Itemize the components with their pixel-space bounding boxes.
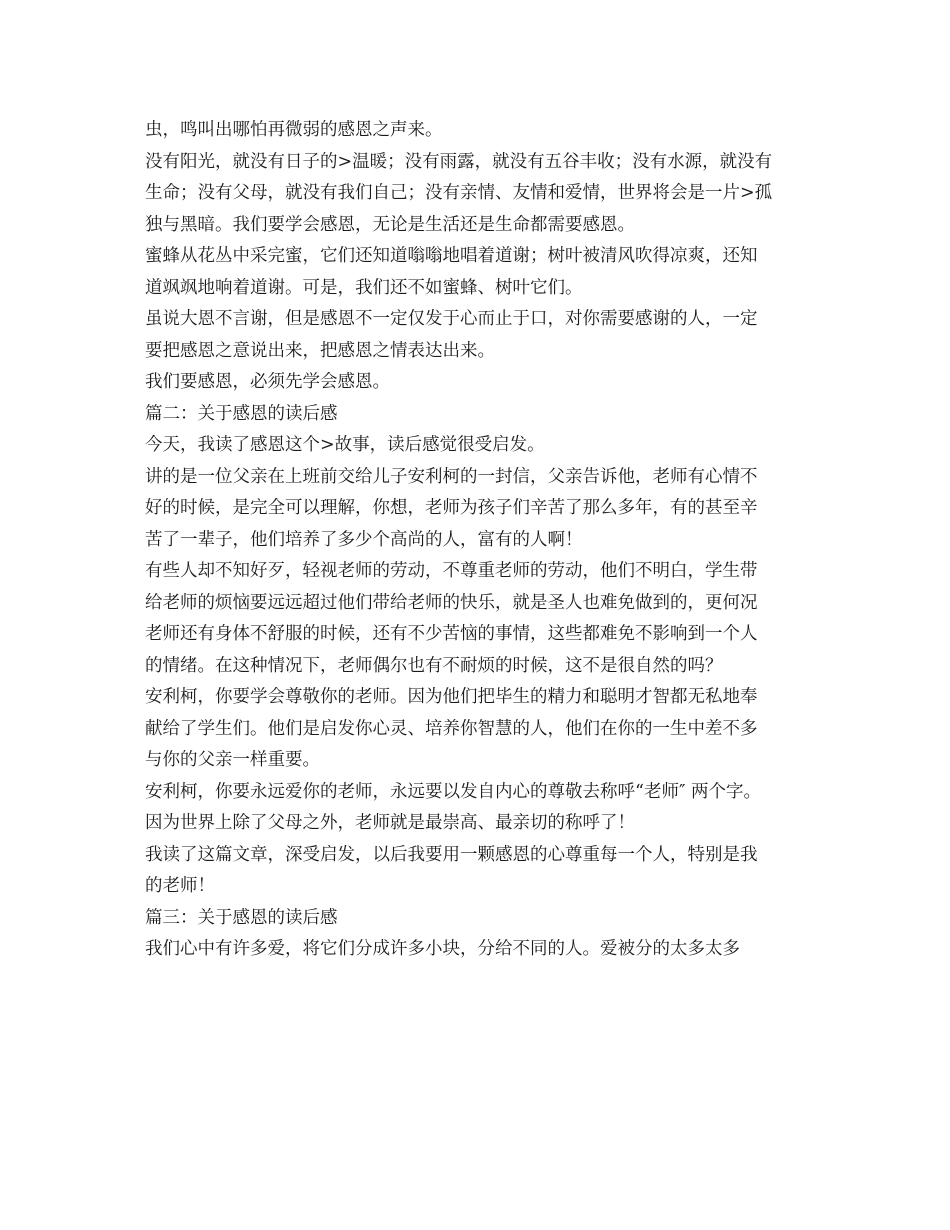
text-line: 虫，鸣叫出哪怕再微弱的感恩之声来。 [145,120,443,140]
section-heading: 篇二：关于感恩的读后感 [145,403,338,424]
text-line: 的情绪。在这种情况下，老师偶尔也有不耐烦的时候，这不是很自然的吗？ [145,655,723,676]
text-line: 给老师的烦恼要远远超过他们带给老师的快乐，就是圣人也难免做到的，更何况 [145,592,758,613]
text-line: 我读了这篇文章，深受启发，以后我要用一颗感恩的心尊重每一个人，特别是我 [145,844,758,865]
text-line: 献给了学生们。他们是启发你心灵、培养你智慧的人，他们在你的一生中差不多 [145,718,758,739]
text-line: 没有阳光，就没有日子的>温暖；没有雨露，就没有五谷丰收；没有水源，就没有 [145,151,773,172]
text-line: 有些人却不知好歹，轻视老师的劳动，不尊重老师的劳动，他们不明白，学生带 [145,561,758,581]
text-line: 的老师！ [145,876,215,896]
text-line: 因为世界上除了父母之外，老师就是最崇高、最亲切的称呼了！ [145,813,635,833]
text-line: 安利柯，你要永远爱你的老师，永远要以发自内心的尊敬去称呼“老师″ 两个字。 [145,781,762,802]
text-line: 苦了一辈子，他们培养了多少个高尚的人，富有的人啊！ [145,529,583,550]
text-line: 我们心中有许多爱，将它们分成许多小块，分给不同的人。爱被分的太多太多 [145,939,740,959]
document-body [145,115,815,966]
text-line: 我们要感恩，必须先学会感恩。 [145,372,390,392]
text-line: 虽说大恩不言谢，但是感恩不一定仅发于心而止于口，对你需要感谢的人，一定 [145,309,758,329]
text-line: 独与黑暗。我们要学会感恩，无论是生活还是生命都需要感恩。 [145,214,635,235]
text-line: 与你的父亲一样重要。 [145,750,320,770]
text-line: 生命；没有父母，就没有我们自己；没有亲情、友情和爱情，世界将会是一片>孤 [145,183,773,203]
text-line: 老师还有身体不舒服的时候，还有不少苦恼的事情，这些都难免不影响到一个人 [145,624,758,644]
text-line: 好的时候，是完全可以理解，你想，老师为孩子们辛苦了那么多年，有的甚至辛 [145,498,758,518]
text-line: 今天，我读了感恩这个>故事，读后感觉很受启发。 [145,435,545,455]
text-line: 道飒飒地响着道谢。可是，我们还不如蜜蜂、树叶它们。 [145,277,583,298]
text-line: 蜜蜂从花丛中采完蜜，它们还知道嗡嗡地唱着道谢；树叶被清风吹得凉爽，还知 [145,246,758,266]
text-line: 要把感恩之意说出来，把感恩之情表达出来。 [145,340,495,361]
text-line: 安利柯，你要学会尊敬你的老师。因为他们把毕生的精力和聪明才智都无私地奉 [145,687,758,707]
text-line: 讲的是一位父亲在上班前交给儿子安利柯的一封信，父亲告诉他，老师有心情不 [145,466,758,487]
section-heading: 篇三：关于感恩的读后感 [145,907,338,928]
